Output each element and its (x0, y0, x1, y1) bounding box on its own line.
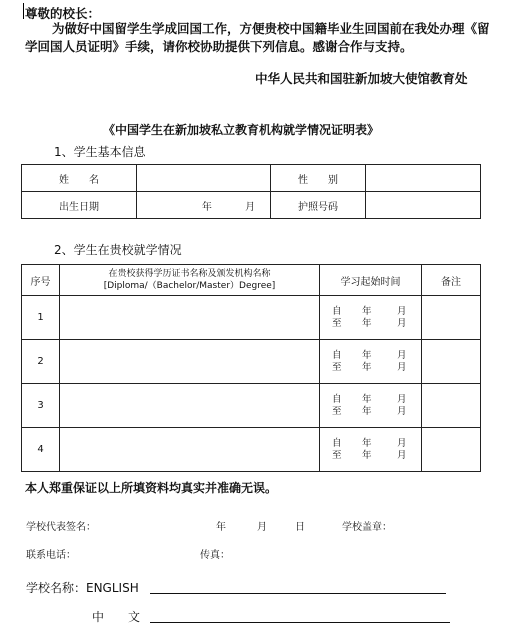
month-label: 月 (397, 361, 407, 373)
year-label: 年 (362, 437, 372, 449)
year-label: 年 (362, 393, 372, 405)
dob-month: 月 (245, 201, 256, 213)
school-name-cn-line[interactable] (150, 622, 450, 623)
name-label: 姓 名 (22, 165, 137, 192)
col-cert-line2: [Diploma/（Bachelor/Master）Degree] (103, 281, 276, 291)
period-value[interactable] (320, 296, 422, 340)
dob-year: 年 (201, 201, 212, 213)
remark-value[interactable] (422, 340, 481, 384)
seal-label: 学校盖章： (342, 522, 392, 533)
col-cert-header (60, 265, 320, 296)
row-no: 2 (22, 340, 60, 384)
month-label: 月 (397, 393, 407, 405)
form-title: 《中国学生在新加坡私立教育机构就学情况证明表》 (103, 123, 380, 137)
year-label: 年 (362, 349, 372, 361)
month-label: 月 (397, 317, 407, 329)
col-no-header: 序号 (22, 265, 60, 296)
to-label: 至 (332, 449, 342, 461)
dob-value[interactable] (137, 192, 271, 219)
phone-label: 联系电话： (26, 550, 76, 561)
col-remark-header: 备注 (422, 265, 481, 296)
cert-value[interactable] (60, 384, 320, 428)
remark-value[interactable] (422, 384, 481, 428)
from-label: 自 (332, 437, 342, 449)
year-label: 年 (362, 317, 372, 329)
greeting: 尊敬的校长： (25, 6, 101, 21)
year-label: 年 (362, 405, 372, 417)
intro-paragraph: 为做好中国留学生学成回国工作，方便贵校中国籍毕业生回国前在我处办理《留学回国人员证明》手续，请你校协助提供下列信息。感谢合作与支持。 (25, 21, 490, 54)
month-label: 月 (397, 305, 407, 317)
sign-month-label: 月 (257, 522, 267, 533)
fax-label: 传真： (200, 550, 230, 561)
table-row (22, 428, 481, 472)
section1-heading: 1、学生基本信息 (54, 145, 146, 159)
text-cursor (23, 3, 24, 19)
row-no: 3 (22, 384, 60, 428)
from-label: 自 (332, 349, 342, 361)
year-label: 年 (362, 361, 372, 373)
col-cert-line1: 在贵校获得学历证书名称及颁发机构名称 (108, 269, 271, 279)
month-label: 月 (397, 349, 407, 361)
sign-year-label: 年 (216, 522, 226, 533)
period-value[interactable] (320, 428, 422, 472)
school-name-en-line[interactable] (150, 593, 446, 594)
assurance-statement: 本人郑重保证以上所填资料均真实并准确无误。 (25, 481, 278, 495)
year-label: 年 (362, 449, 372, 461)
to-label: 至 (332, 405, 342, 417)
period-value[interactable] (320, 384, 422, 428)
remark-value[interactable] (422, 428, 481, 472)
gender-value[interactable] (366, 165, 481, 192)
cert-value[interactable] (60, 428, 320, 472)
from-label: 自 (332, 305, 342, 317)
table-row (22, 384, 481, 428)
study-info-table (21, 264, 481, 472)
passport-value[interactable] (366, 192, 481, 219)
cert-value[interactable] (60, 296, 320, 340)
month-label: 月 (397, 405, 407, 417)
month-label: 月 (397, 437, 407, 449)
remark-value[interactable] (422, 296, 481, 340)
period-value[interactable] (320, 340, 422, 384)
from-label: 自 (332, 393, 342, 405)
to-label: 至 (332, 317, 342, 329)
school-name-en-label: 学校名称：ENGLISH (26, 581, 139, 595)
month-label: 月 (397, 449, 407, 461)
row-no: 1 (22, 296, 60, 340)
cert-value[interactable] (60, 340, 320, 384)
rep-sign-label: 学校代表签名： (26, 522, 96, 533)
sign-day-label: 日 (295, 522, 305, 533)
row-no: 4 (22, 428, 60, 472)
sender-signature: 中华人民共和国驻新加坡大使馆教育处 (255, 71, 468, 86)
basic-info-table (21, 164, 481, 219)
col-period-header: 学习起始时间 (320, 265, 422, 296)
school-name-cn-label: 中 文 (92, 610, 141, 624)
section2-heading: 2、学生在贵校就学情况 (54, 243, 182, 257)
passport-label: 护照号码 (271, 192, 366, 219)
table-row (22, 296, 481, 340)
gender-label: 性 别 (271, 165, 366, 192)
name-value[interactable] (137, 165, 271, 192)
to-label: 至 (332, 361, 342, 373)
table-row (22, 340, 481, 384)
year-label: 年 (362, 305, 372, 317)
dob-label: 出生日期 (22, 192, 137, 219)
